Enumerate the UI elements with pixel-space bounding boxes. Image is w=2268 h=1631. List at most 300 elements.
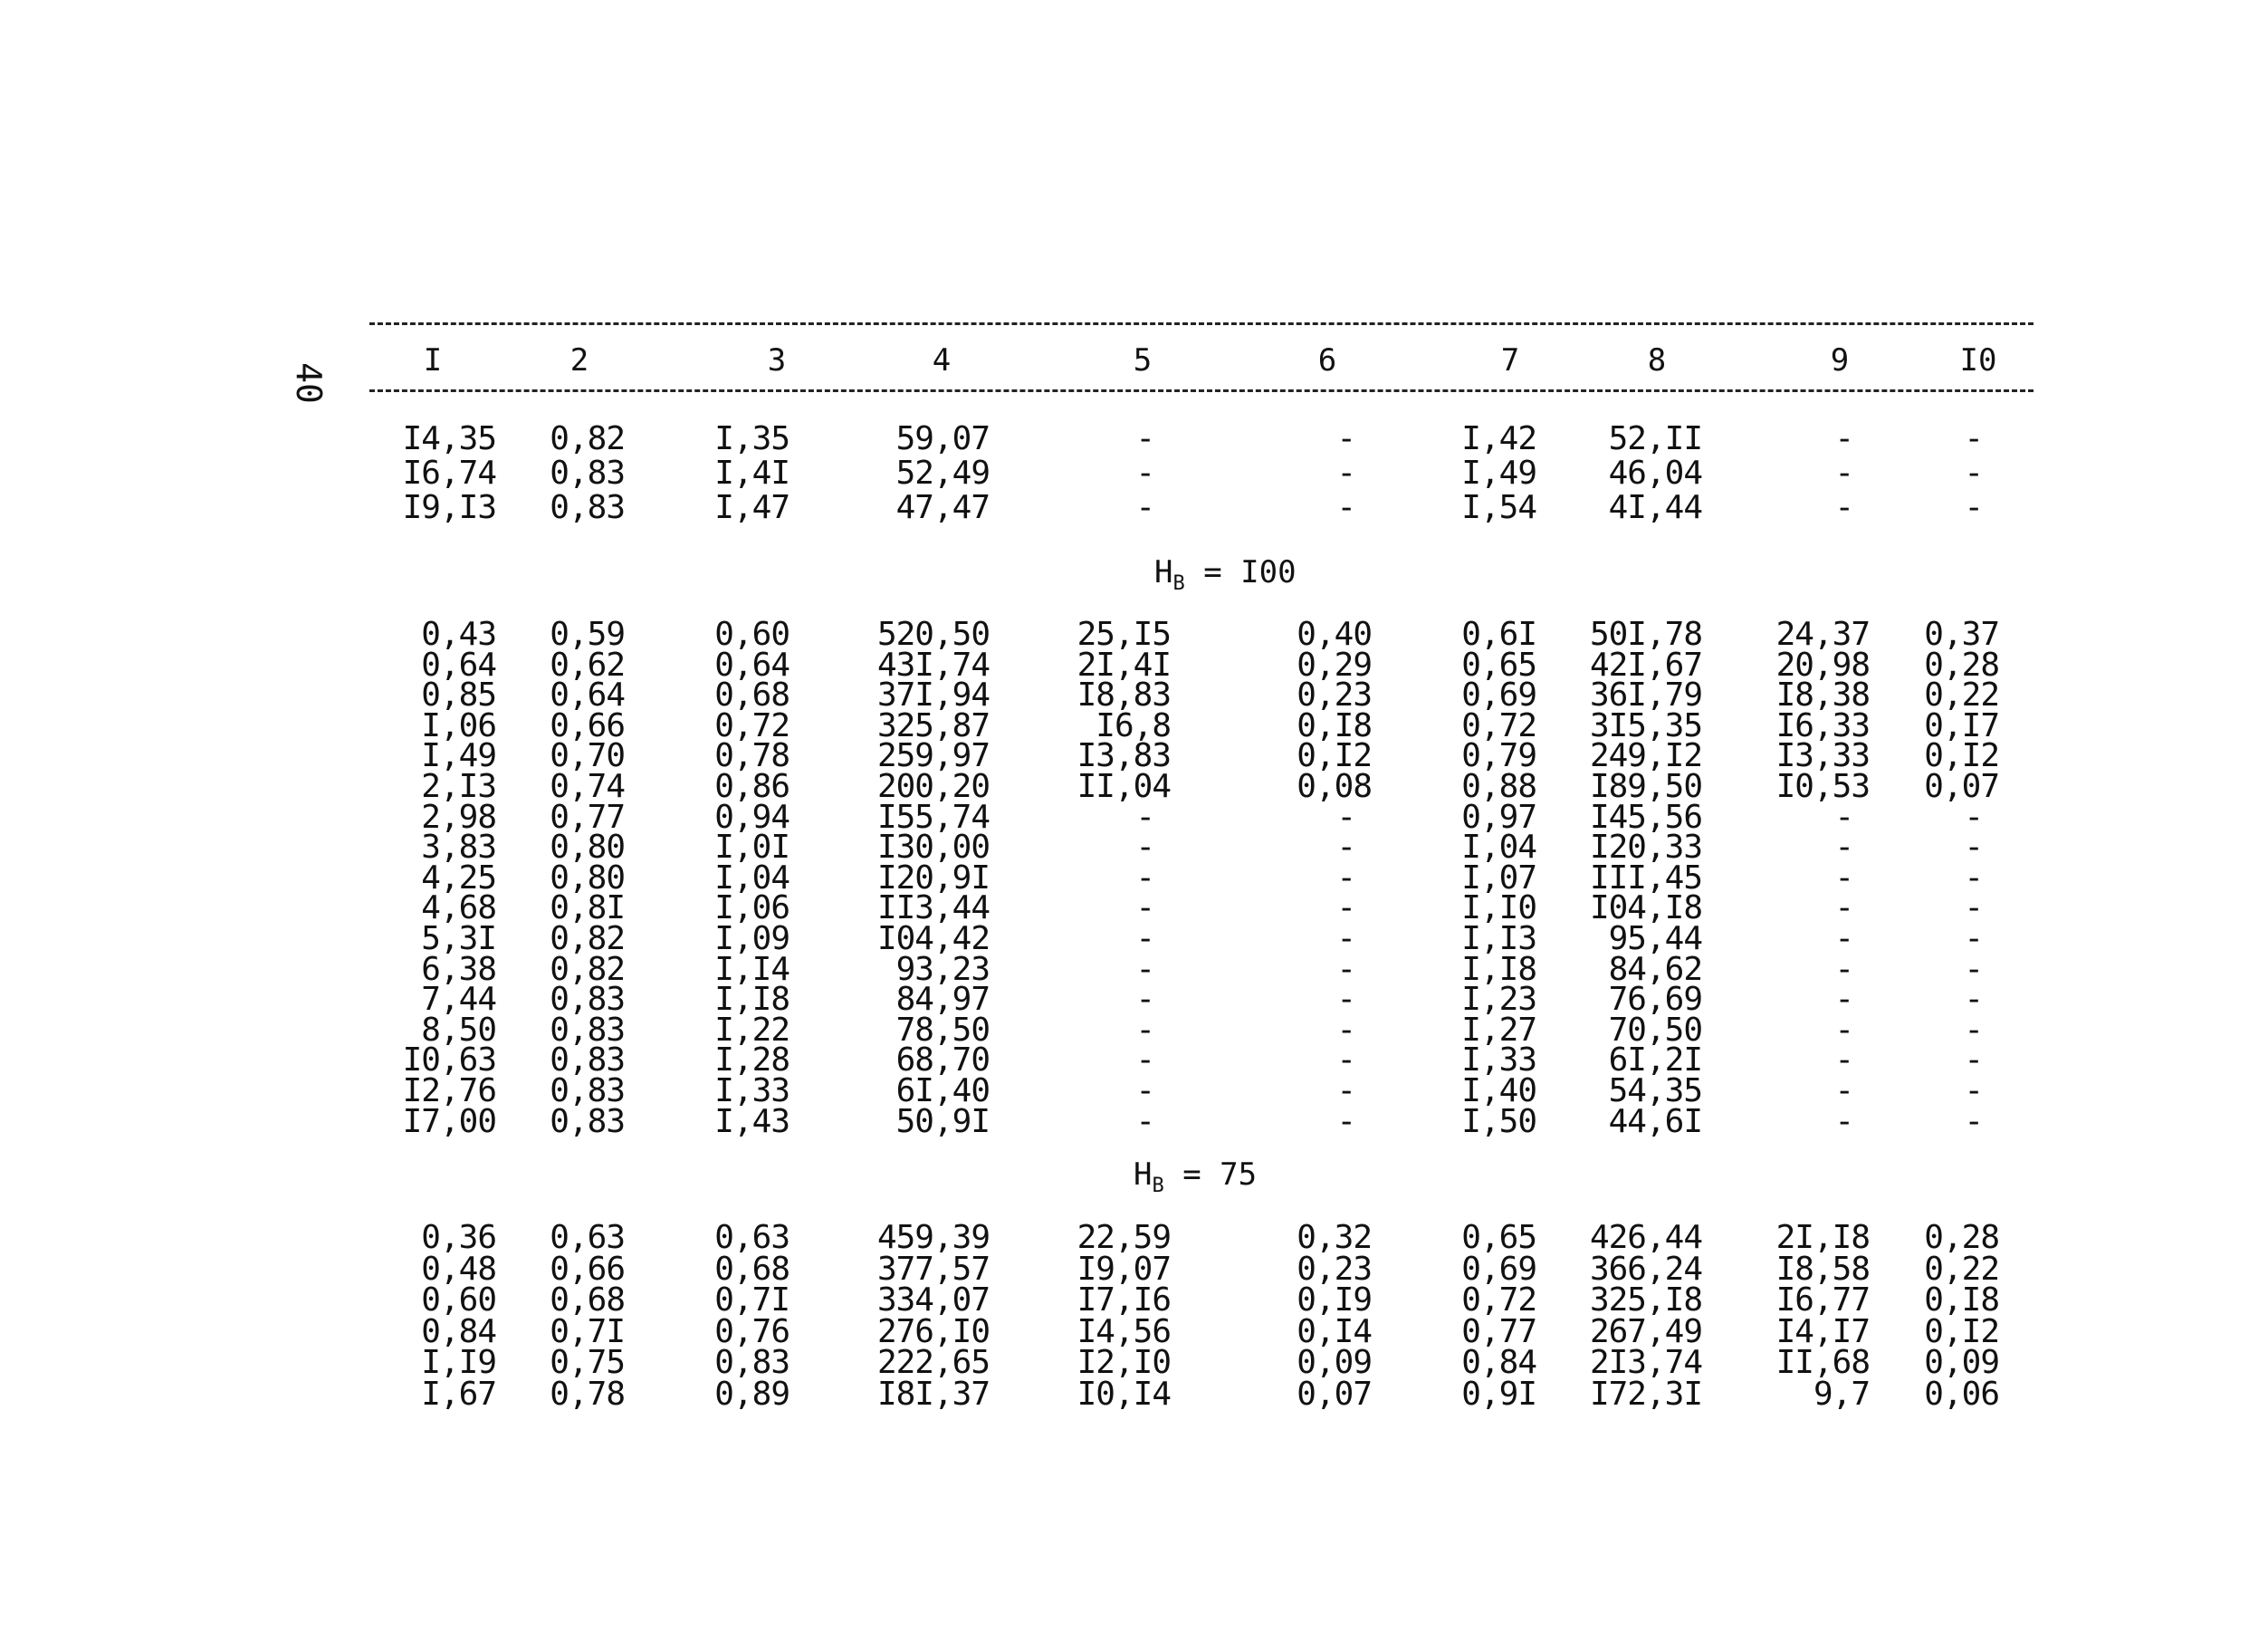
table-cell: I,49 <box>421 737 496 775</box>
table-cell: I89,50 <box>1589 768 1702 805</box>
table-cell: - <box>1834 798 1853 836</box>
table-cell: I9,I3 <box>402 489 496 526</box>
column-header: 9 <box>1830 342 1850 379</box>
table-cell: I,06 <box>714 889 789 927</box>
table-cell: 54,35 <box>1608 1072 1702 1109</box>
table-row <box>0 1072 2268 1109</box>
table-cell: I04,I8 <box>1589 889 1702 927</box>
table-cell: - <box>1336 859 1355 897</box>
column-header: 4 <box>932 342 952 379</box>
table-cell: 0,82 <box>550 920 625 957</box>
table-cell: 0,07 <box>1924 768 1999 805</box>
table-cell: I,04 <box>714 859 789 897</box>
table-cell: - <box>1964 950 1983 988</box>
table-cell: - <box>1964 1102 1983 1140</box>
table-cell: 0,09 <box>1297 1344 1372 1381</box>
column-header: 5 <box>1133 342 1153 379</box>
table-cell: 7,44 <box>421 981 496 1019</box>
table-cell: 0,83 <box>550 489 625 526</box>
table-cell: 42I,67 <box>1589 646 1702 684</box>
table-cell: 0,60 <box>421 1281 496 1319</box>
table-cell: I6,33 <box>1775 706 1870 744</box>
table-cell: - <box>1135 455 1154 492</box>
table-cell: 0,84 <box>421 1312 496 1350</box>
table-cell: - <box>1964 981 1983 1019</box>
table-row <box>0 1344 2268 1381</box>
table-cell: 47,47 <box>895 489 990 526</box>
table-cell: 0,68 <box>550 1281 625 1319</box>
table-cell: I30,00 <box>876 829 990 867</box>
table-cell: - <box>1135 489 1154 526</box>
table-cell: I,06 <box>421 706 496 744</box>
table-cell: I8,58 <box>1775 1250 1870 1288</box>
table-cell: I,I8 <box>1461 950 1536 988</box>
section-title-main: H <box>1134 1156 1153 1193</box>
table-cell: I,67 <box>421 1375 496 1413</box>
table-cell: I,50 <box>1461 1102 1536 1140</box>
table-cell: 9,7 <box>1813 1375 1870 1413</box>
section-title-main: H <box>1154 554 1173 590</box>
section-title-rest: = 75 <box>1163 1156 1258 1193</box>
table-cell: 0,29 <box>1297 646 1372 684</box>
table-cell: 222,65 <box>876 1344 990 1381</box>
table-cell: I45,56 <box>1589 798 1702 836</box>
table-cell: 0,7I <box>550 1312 625 1350</box>
table-cell: 43I,74 <box>876 646 990 684</box>
table-cell: - <box>1964 1011 1983 1049</box>
table-cell: I,I4 <box>714 950 789 988</box>
table-cell: 426,44 <box>1589 1219 1702 1256</box>
table-cell: I6,74 <box>402 455 496 492</box>
table-cell: 0,78 <box>714 737 789 775</box>
table-cell: 0,06 <box>1924 1375 1999 1413</box>
table-cell: 0,08 <box>1297 768 1372 805</box>
table-cell: - <box>1135 859 1154 897</box>
table-cell: 0,36 <box>421 1219 496 1256</box>
table-cell: 6I,2I <box>1608 1041 1702 1079</box>
table-cell: I,23 <box>1461 981 1536 1019</box>
table-cell: II3,44 <box>876 889 990 927</box>
table-cell: 325,87 <box>876 706 990 744</box>
table-cell: I,09 <box>714 920 789 957</box>
table-cell: 5,3I <box>421 920 496 957</box>
table-cell: 76,69 <box>1608 981 1702 1019</box>
section-title-sub: B <box>1152 1175 1164 1197</box>
table-cell: 6,38 <box>421 950 496 988</box>
table-row <box>0 489 2268 526</box>
table-cell: 0,80 <box>550 829 625 867</box>
table-cell: 0,82 <box>550 950 625 988</box>
table-cell: 24,37 <box>1775 616 1870 653</box>
table-row <box>0 1312 2268 1350</box>
table-cell: I0,63 <box>402 1041 496 1079</box>
table-cell: I6,8 <box>1096 706 1171 744</box>
table-cell: I20,9I <box>876 859 990 897</box>
table-cell: 0,75 <box>550 1344 625 1381</box>
table-cell: 6I,40 <box>895 1072 990 1109</box>
table-cell: 259,97 <box>876 737 990 775</box>
table-cell: - <box>1834 1011 1853 1049</box>
table-cell: I,40 <box>1461 1072 1536 1109</box>
column-header: 7 <box>1500 342 1520 379</box>
table-cell: - <box>1336 981 1355 1019</box>
table-cell: 52,II <box>1608 420 1702 457</box>
table-cell: 0,82 <box>550 420 625 457</box>
table-cell: 22,59 <box>1077 1219 1171 1256</box>
table-cell: - <box>1964 798 1983 836</box>
table-cell: I,I3 <box>1461 920 1536 957</box>
table-cell: 25,I5 <box>1077 616 1171 653</box>
table-cell: 0,83 <box>550 981 625 1019</box>
table-cell: - <box>1135 420 1154 457</box>
page-number: 40 <box>288 362 329 404</box>
header-rule-top <box>369 322 2034 325</box>
table-cell: 0,32 <box>1297 1219 1372 1256</box>
table-cell: 377,57 <box>876 1250 990 1288</box>
table-cell: 2,98 <box>421 798 496 836</box>
table-cell: 50I,78 <box>1589 616 1702 653</box>
table-cell: 459,39 <box>876 1219 990 1256</box>
table-cell: II,04 <box>1077 768 1171 805</box>
table-cell: 0,77 <box>550 798 625 836</box>
table-cell: - <box>1135 1072 1154 1109</box>
table-row <box>0 889 2268 927</box>
table-cell: 267,49 <box>1589 1312 1702 1350</box>
table-row <box>0 420 2268 457</box>
table-cell: I6,77 <box>1775 1281 1870 1319</box>
table-cell: 0,88 <box>1461 768 1536 805</box>
table-cell: - <box>1834 981 1853 1019</box>
table-cell: 4I,44 <box>1608 489 1702 526</box>
table-cell: - <box>1135 1011 1154 1049</box>
table-cell: 0,23 <box>1297 676 1372 715</box>
section-title-sub: B <box>1172 572 1185 595</box>
table-cell: 366,24 <box>1589 1250 1702 1288</box>
table-cell: I72,3I <box>1589 1375 1702 1413</box>
table-cell: I,42 <box>1461 420 1536 457</box>
table-cell: - <box>1834 829 1853 867</box>
table-row <box>0 798 2268 836</box>
table-cell: 20,98 <box>1775 646 1870 684</box>
table-cell: 0,66 <box>550 706 625 744</box>
table-cell: 78,50 <box>895 1011 990 1049</box>
column-header: 2 <box>569 342 589 379</box>
table-cell: 0,79 <box>1461 737 1536 775</box>
table-cell: I,47 <box>714 489 789 526</box>
table-cell: 0,83 <box>550 1102 625 1140</box>
table-cell: 0,83 <box>550 1041 625 1079</box>
table-row <box>0 1281 2268 1319</box>
section-title-hb-100 <box>1154 554 1297 602</box>
table-cell: - <box>1336 1072 1355 1109</box>
table-row <box>0 920 2268 957</box>
table-row <box>0 1102 2268 1140</box>
table-cell: 2I,I8 <box>1775 1219 1870 1256</box>
table-cell: 93,23 <box>895 950 990 988</box>
table-cell: I,27 <box>1461 1011 1536 1049</box>
table-cell: I7,00 <box>402 1102 496 1140</box>
table-cell: - <box>1135 920 1154 957</box>
table-cell: - <box>1135 1102 1154 1140</box>
table-cell: 0,69 <box>1461 676 1536 715</box>
section-title-hb-75 <box>1134 1156 1257 1204</box>
table-cell: 0,37 <box>1924 616 1999 653</box>
table-cell: - <box>1834 455 1853 492</box>
table-cell: I,33 <box>714 1072 789 1109</box>
table-cell: 0,74 <box>550 768 625 805</box>
table-cell: I,43 <box>714 1102 789 1140</box>
table-cell: 0,83 <box>550 1011 625 1049</box>
table-cell: 8,50 <box>421 1011 496 1049</box>
table-cell: I8,38 <box>1775 676 1870 715</box>
table-cell: - <box>1964 889 1983 927</box>
table-row <box>0 1375 2268 1413</box>
table-cell: 0,63 <box>714 1219 789 1256</box>
table-cell: I04,42 <box>876 920 990 957</box>
table-cell: - <box>1336 1041 1355 1079</box>
table-cell: 2I,4I <box>1077 646 1171 684</box>
table-cell: 0,83 <box>550 455 625 492</box>
table-row <box>0 616 2268 653</box>
table-cell: 0,60 <box>714 616 789 653</box>
table-row <box>0 455 2268 492</box>
table-cell: I,I8 <box>714 981 789 1019</box>
table-cell: 0,72 <box>714 706 789 744</box>
table-cell: - <box>1135 798 1154 836</box>
table-cell: I8,83 <box>1077 676 1171 715</box>
table-cell: 0,8I <box>550 889 625 927</box>
table-cell: 520,50 <box>876 616 990 653</box>
table-cell: - <box>1834 889 1853 927</box>
table-cell: I,54 <box>1461 489 1536 526</box>
table-cell: 0,09 <box>1924 1344 1999 1381</box>
column-header: 6 <box>1317 342 1337 379</box>
column-header: 3 <box>767 342 787 379</box>
table-cell: 276,I0 <box>876 1312 990 1350</box>
table-cell: 0,83 <box>550 1072 625 1109</box>
table-cell: 70,50 <box>1608 1011 1702 1049</box>
table-cell: 0,62 <box>550 646 625 684</box>
table-cell: 0,22 <box>1924 676 1999 715</box>
table-cell: I55,74 <box>876 798 990 836</box>
table-cell: - <box>1336 1011 1355 1049</box>
table-cell: I4,56 <box>1077 1312 1171 1350</box>
table-cell: I,04 <box>1461 829 1536 867</box>
table-cell: 59,07 <box>895 420 990 457</box>
table-cell: 0,I9 <box>1297 1281 1372 1319</box>
table-cell: - <box>1834 1102 1853 1140</box>
table-row <box>0 981 2268 1019</box>
table-cell: 44,6I <box>1608 1102 1702 1140</box>
table-cell: I,49 <box>1461 455 1536 492</box>
table-cell: I2,I0 <box>1077 1344 1171 1381</box>
table-cell: I7,I6 <box>1077 1281 1171 1319</box>
table-cell: 0,78 <box>550 1375 625 1413</box>
table-cell: 46,04 <box>1608 455 1702 492</box>
table-cell: 0,I8 <box>1297 706 1372 744</box>
table-cell: 0,85 <box>421 676 496 715</box>
table-cell: I,4I <box>714 455 789 492</box>
table-cell: 0,7I <box>714 1281 789 1319</box>
table-cell: - <box>1135 829 1154 867</box>
table-cell: I,07 <box>1461 859 1536 897</box>
table-cell: I0,I4 <box>1077 1375 1171 1413</box>
table-cell: 95,44 <box>1608 920 1702 957</box>
column-header: 8 <box>1647 342 1667 379</box>
table-row <box>0 829 2268 867</box>
section-title-rest: = I00 <box>1184 554 1297 590</box>
table-cell: 249,I2 <box>1589 737 1702 775</box>
table-cell: 3,83 <box>421 829 496 867</box>
table-cell: 0,I2 <box>1924 737 1999 775</box>
table-cell: 52,49 <box>895 455 990 492</box>
table-cell: 0,69 <box>1461 1250 1536 1288</box>
table-cell: I,28 <box>714 1041 789 1079</box>
table-cell: 0,80 <box>550 859 625 897</box>
table-cell: - <box>1964 420 1983 457</box>
table-cell: I,33 <box>1461 1041 1536 1079</box>
table-row <box>0 859 2268 897</box>
table-cell: I3,83 <box>1077 737 1171 775</box>
table-cell: I20,33 <box>1589 829 1702 867</box>
table-cell: 0,65 <box>1461 646 1536 684</box>
table-row <box>0 1250 2268 1288</box>
table-cell: - <box>1964 920 1983 957</box>
table-cell: 0,84 <box>1461 1344 1536 1381</box>
table-cell: 0,I8 <box>1924 1281 1999 1319</box>
table-cell: 0,59 <box>550 616 625 653</box>
table-cell: 0,40 <box>1297 616 1372 653</box>
table-cell: I,I9 <box>421 1344 496 1381</box>
table-cell: 0,89 <box>714 1375 789 1413</box>
table-cell: 0,23 <box>1297 1250 1372 1288</box>
table-cell: I,22 <box>714 1011 789 1049</box>
table-cell: 0,70 <box>550 737 625 775</box>
table-cell: 0,86 <box>714 768 789 805</box>
table-row <box>0 1041 2268 1079</box>
table-cell: 200,20 <box>876 768 990 805</box>
table-cell: I4,I7 <box>1775 1312 1870 1350</box>
table-cell: 0,07 <box>1297 1375 1372 1413</box>
table-cell: - <box>1834 1072 1853 1109</box>
table-cell: 0,28 <box>1924 1219 1999 1256</box>
table-cell: - <box>1834 859 1853 897</box>
table-cell: 0,I7 <box>1924 706 1999 744</box>
table-row <box>0 1219 2268 1256</box>
table-cell: - <box>1135 981 1154 1019</box>
table-cell: II,68 <box>1775 1344 1870 1381</box>
table-row <box>0 768 2268 805</box>
table-cell: 0,83 <box>714 1344 789 1381</box>
table-cell: 334,07 <box>876 1281 990 1319</box>
table-cell: - <box>1336 889 1355 927</box>
table-cell: - <box>1964 1041 1983 1079</box>
table-cell: 50,9I <box>895 1102 990 1140</box>
table-cell: 4,68 <box>421 889 496 927</box>
table-cell: 0,68 <box>714 1250 789 1288</box>
table-cell: - <box>1336 1102 1355 1140</box>
table-cell: I4,35 <box>402 420 496 457</box>
table-cell: - <box>1336 950 1355 988</box>
table-cell: 0,9I <box>1461 1375 1536 1413</box>
table-cell: 2,I3 <box>421 768 496 805</box>
table-cell: - <box>1834 489 1853 526</box>
table-cell: - <box>1964 1072 1983 1109</box>
table-cell: 0,72 <box>1461 1281 1536 1319</box>
table-cell: 0,94 <box>714 798 789 836</box>
table-cell: - <box>1336 798 1355 836</box>
column-header: I <box>423 342 443 379</box>
header-rule-bottom <box>369 389 2034 392</box>
table-cell: 0,I2 <box>1297 737 1372 775</box>
table-cell: 37I,94 <box>876 676 990 715</box>
table-cell: - <box>1336 489 1355 526</box>
table-cell: - <box>1964 489 1983 526</box>
table-cell: III,45 <box>1589 859 1702 897</box>
table-cell: 84,62 <box>1608 950 1702 988</box>
table-cell: 3I5,35 <box>1589 706 1702 744</box>
table-cell: - <box>1964 859 1983 897</box>
table-cell: 0,65 <box>1461 1219 1536 1256</box>
table-cell: 0,64 <box>421 646 496 684</box>
table-cell: - <box>1834 420 1853 457</box>
table-cell: - <box>1336 420 1355 457</box>
table-cell: 325,I8 <box>1589 1281 1702 1319</box>
table-cell: 0,97 <box>1461 798 1536 836</box>
table-cell: I9,07 <box>1077 1250 1171 1288</box>
table-row <box>0 950 2268 988</box>
table-cell: - <box>1834 1041 1853 1079</box>
table-cell: - <box>1964 455 1983 492</box>
table-row <box>0 1011 2268 1049</box>
table-cell: 0,28 <box>1924 646 1999 684</box>
table-cell: 0,63 <box>550 1219 625 1256</box>
column-header: I0 <box>1959 342 1997 379</box>
table-cell: I,35 <box>714 420 789 457</box>
table-cell: - <box>1834 950 1853 988</box>
table-cell: 4,25 <box>421 859 496 897</box>
table-cell: 0,22 <box>1924 1250 1999 1288</box>
table-cell: 84,97 <box>895 981 990 1019</box>
table-cell: 2I3,74 <box>1589 1344 1702 1381</box>
table-cell: - <box>1135 1041 1154 1079</box>
table-cell: I3,33 <box>1775 737 1870 775</box>
table-cell: 0,43 <box>421 616 496 653</box>
table-cell: 0,64 <box>550 676 625 715</box>
table-cell: I8I,37 <box>876 1375 990 1413</box>
table-cell: 0,I4 <box>1297 1312 1372 1350</box>
table-cell: - <box>1336 455 1355 492</box>
table-cell: - <box>1336 920 1355 957</box>
table-cell: 0,76 <box>714 1312 789 1350</box>
table-cell: 0,66 <box>550 1250 625 1288</box>
table-cell: - <box>1135 889 1154 927</box>
table-cell: - <box>1135 950 1154 988</box>
table-cell: - <box>1834 920 1853 957</box>
table-cell: I2,76 <box>402 1072 496 1109</box>
table-cell: I,0I <box>714 829 789 867</box>
table-cell: 0,64 <box>714 646 789 684</box>
table-cell: 36I,79 <box>1589 676 1702 715</box>
table-cell: 0,68 <box>714 676 789 715</box>
table-cell: I,I0 <box>1461 889 1536 927</box>
table-cell: 0,72 <box>1461 706 1536 744</box>
table-cell: 0,6I <box>1461 616 1536 653</box>
table-cell: 0,77 <box>1461 1312 1536 1350</box>
table-cell: I0,53 <box>1775 768 1870 805</box>
table-cell: 68,70 <box>895 1041 990 1079</box>
table-cell: 0,48 <box>421 1250 496 1288</box>
